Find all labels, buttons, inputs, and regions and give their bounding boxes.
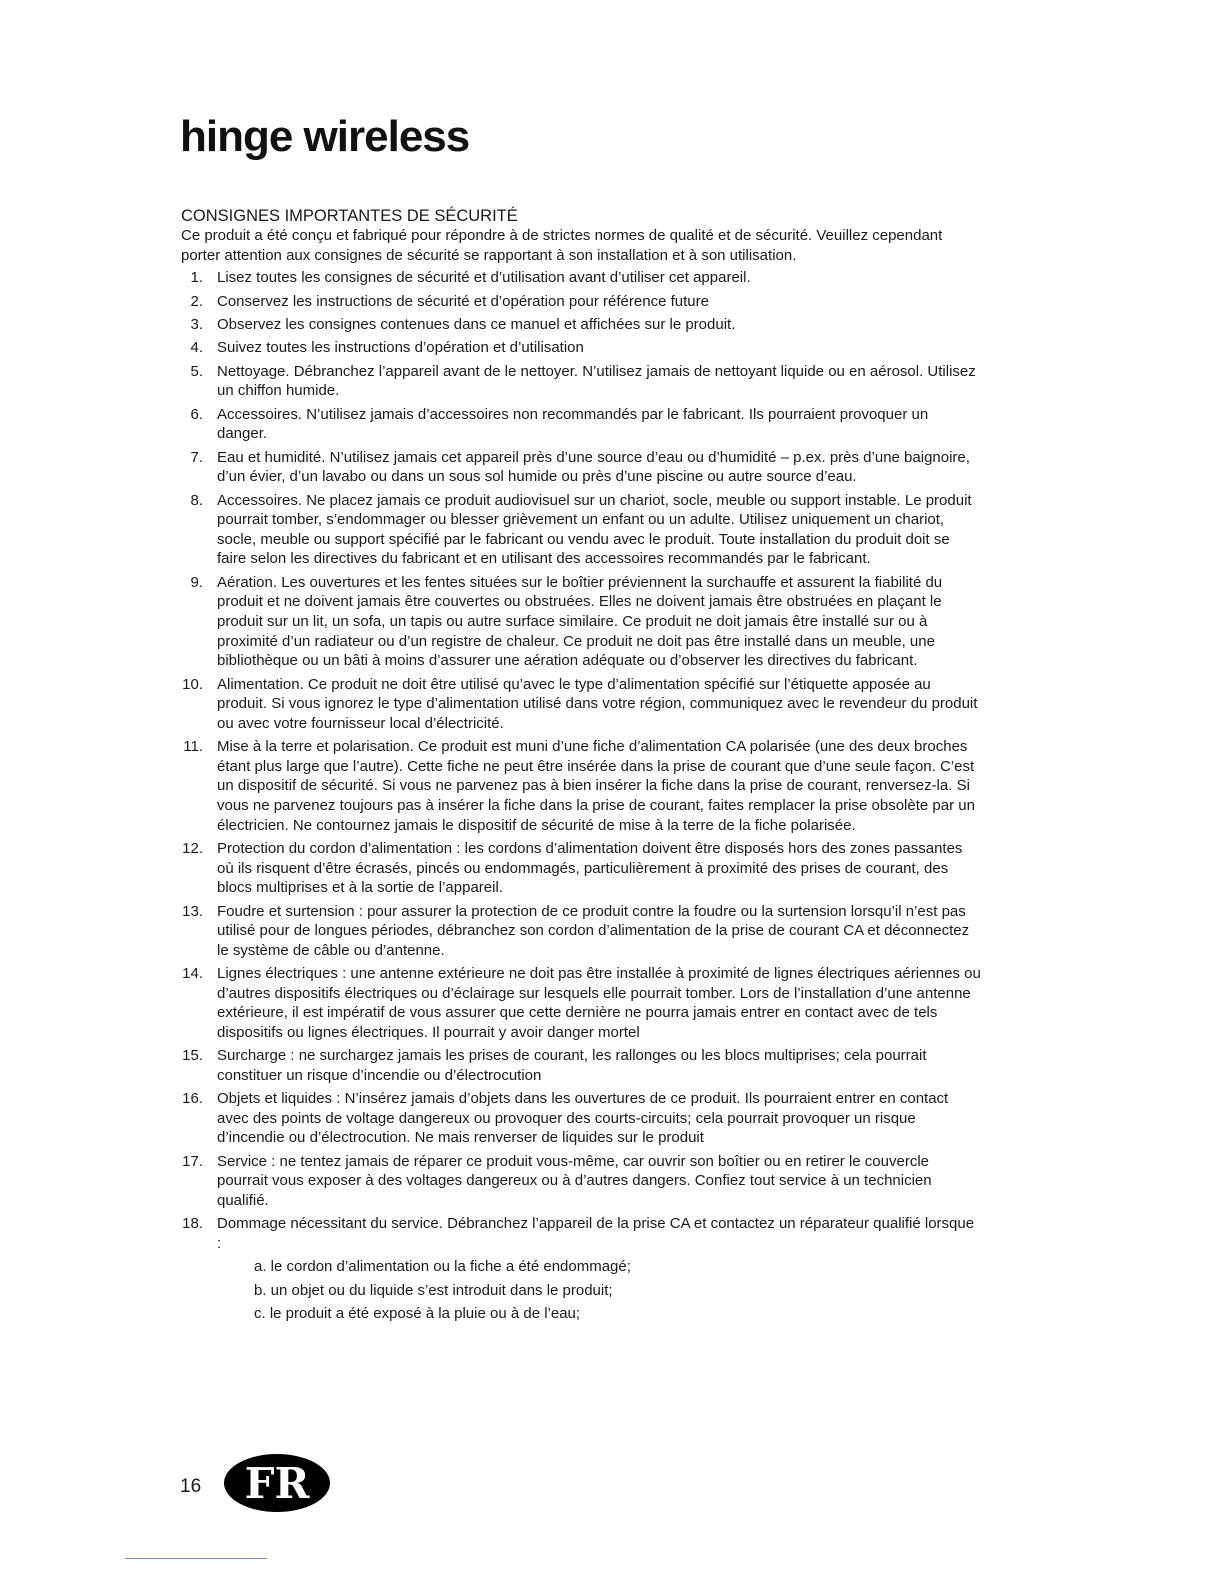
safety-rule-item [181,737,981,835]
rule-number: 8. [190,491,203,509]
rule-text: Eau et humidité. N’utilisez jamais cet appareil près d’une source d’eau ou d’humidité – p.ex. près d’une baignoire, d’un évier, d’un lavabo ou dans un sous sol humide ou près d’une piscine ou autre source d’eau. [217,448,970,486]
rule-number: 2. [190,292,203,310]
safety-rule-item [181,338,981,358]
safety-rule-item [181,1046,981,1085]
rule-text: Foudre et surtension : pour assurer la protection de ce produit contre la foudre ou la surtension lorsqu’il n’est pas utilisé pour de longues périodes, débranchez son cordon d’alimentation de la prise de courant CA et déconnectez le système de câble ou d’antenne. [217,902,970,959]
rule-number: 10. [182,675,203,693]
rule-text: Lignes électriques : une antenne extérieure ne doit pas être installée à proximité de lignes électriques aériennes ou d’autres dispositifs électriques ou d’éclairage sur lesquels elle pourrait tomber. Lors de l’installation d’une antenne extérieure, il est impératif de vous assurer que cette dernière ne pourra jamais entrer en contact avec de tels dispositifs ou lignes électriques. Il pourrait y avoir danger mortel [217,965,981,1041]
intro-paragraph: Ce produit a été conçu et fabriqué pour répondre à de strictes normes de qualité et de sécurité. Veuillez cependant porter attention aux consignes de sécurité se rapportant à son installation et à son utilisation. [181,227,943,264]
rule-text: Alimentation. Ce produit ne doit être utilisé qu’avec le type d’alimentation spécifié sur l’étiquette apposée au produit. Si vous ignorez le type d’alimentation utilisé dans votre région, communiquez avec le revendeur du produit ou avec votre fournisseur local d’électricité. [217,675,978,732]
damage-condition-item: c. le produit a été exposé à la pluie ou à de l’eau; [254,1305,581,1323]
rule-text: Nettoyage. Débranchez l’appareil avant de le nettoyer. N’utilisez jamais de nettoyant liquide ou en aérosol. Utilisez un chiffon humide. [217,362,976,400]
rule-number: 16. [182,1090,203,1108]
rule-text: Dommage nécessitant du service. Débranchez l’appareil de la prise CA et contactez un réparateur qualifié lorsque : [217,1215,975,1253]
safety-rule-item [181,405,981,444]
rule-number: 4. [190,339,203,357]
rule-text: Accessoires. N’utilisez jamais d’accessoires non recommandés par le fabricant. Ils pourraient provoquer un danger. [217,405,929,443]
page-number: 16 [180,1476,202,1497]
rule-text: Observez les consignes contenues dans ce manuel et affichées sur le produit. [217,315,736,333]
safety-rule-item [181,675,981,734]
rule-number: 12. [182,839,203,857]
rule-number: 15. [182,1047,203,1065]
rule-text: Suivez toutes les instructions d’opération et d’utilisation [217,339,584,357]
rule-text: Lisez toutes les consignes de sécurité et d’utilisation avant d’utiliser cet appareil. [217,269,751,287]
rule-number: 11. [183,738,203,756]
rule-number: 13. [182,902,203,920]
safety-rule-item [181,448,981,487]
safety-rule-item [181,1152,981,1211]
safety-rule-item [181,491,981,569]
rule-text: Service : ne tentez jamais de réparer ce produit vous-même, car ouvrir son boîtier ou en retirer le couvercle pourrait vous exposer à des voltages dangereux ou à d’autres dangers. Confiez tout service à un technicien qualifié. [217,1152,932,1210]
language-badge: FR [224,1454,330,1512]
rule-number: 9. [190,573,203,591]
safety-rule-item [181,362,981,401]
rule-number: 6. [190,405,203,423]
footer-divider [125,1558,267,1559]
rule-number: 5. [190,362,203,380]
safety-rule-item [181,268,981,288]
rule-number: 7. [190,448,203,466]
rule-text: Accessoires. Ne placez jamais ce produit audiovisuel sur un chariot, socle, meuble ou support instable. Le produit pourrait tomber, s’endommager ou blesser grièvement un enfant ou un adulte. Utilisez uniquement un chariot, socle, meuble ou support spécifié par le fabricant ou vendu avec le produit. Toute installation du produit doit se faire selon les directives du fabricant et en utilisant des accessoires recommandés par le fabricant. [217,491,972,568]
rule-number: 1. [190,269,203,287]
damage-conditions-list [217,1257,981,1323]
rule-number: 17. [182,1152,203,1170]
section-heading: CONSIGNES IMPORTANTES DE SÉCURITÉ [181,207,518,225]
page-title: hinge wireless [180,112,470,161]
rule-text: Aération. Les ouvertures et les fentes situées sur le boîtier préviennent la surchauffe et assurent la fiabilité du produit et ne doivent jamais être couvertes ou obstruées. Elles ne doivent jamais être obstruées en plaçant le produit sur un lit, un sofa, un tapis ou autre surface similaire. Ce produit ne doit jamais être installé sur ou à proximité d’un radiateur ou d’un registre de chaleur. Ce produit ne doit pas être installé dans un meuble, une bibliothèque ou un bâti à moins d’assurer une aération adéquate ou d’observer les directives du fabricant. [217,573,943,670]
safety-section [181,206,981,1328]
rule-text: Conservez les instructions de sécurité et d’opération pour référence future [217,292,709,310]
rule-text: Objets et liquides : N’insérez jamais d’objets dans les ouvertures de ce produit. Ils pourraient entrer en contact avec des points de voltage dangereux ou provoquer des courts-circuits; cela pourrait provoquer un risque d’incendie ou d’électrocution. Ne mais renverser de liquides sur le produit [217,1090,949,1147]
rule-number: 18. [182,1215,203,1233]
rule-text: Mise à la terre et polarisation. Ce produit est muni d’une fiche d’alimentation CA polarisée (une des deux broches étant plus large que l’autre). Cette fiche ne peut être insérée dans la prise de courant que d’une seule façon. C’est un dispositif de sécurité. Si vous ne parvenez pas à bien insérer la fiche dans la prise de courant, renversez-la. Si vous ne parvenez toujours pas à insérer la fiche dans la prise de courant, faites remplacer la prise obsolète par un électricien. Ne contournez jamais le dispositif de sécurité de mise à la terre de la fiche polarisée. [217,738,975,834]
safety-rule-item [181,964,981,1042]
rule-text: Surcharge : ne surchargez jamais les prises de courant, les rallonges ou les blocs multiprises; cela pourrait constituer un risque d’incendie ou d’électrocution [217,1047,927,1084]
rule-text: Protection du cordon d’alimentation : les cordons d’alimentation doivent être disposés hors des zones passantes où ils risquent d’être écrasés, pincés ou endommagés, particulièrement à proximité des prises de courant, des blocs multiprises et à la sortie de l’appareil. [217,839,963,897]
safety-rule-item [181,902,981,961]
rule-number: 14. [182,965,203,983]
safety-rule-item [181,292,981,312]
damage-condition-item: b. un objet ou du liquide s’est introduit dans le produit; [254,1281,613,1299]
safety-rule-item [181,1214,981,1323]
damage-condition-item: a. le cordon d’alimentation ou la fiche a été endommagé; [254,1258,631,1276]
safety-rules-list [181,268,981,1324]
safety-rule-item [181,315,981,335]
safety-rule-item [181,839,981,898]
safety-rule-item [181,1089,981,1148]
safety-rule-item [181,573,981,671]
rule-number: 3. [190,315,203,333]
